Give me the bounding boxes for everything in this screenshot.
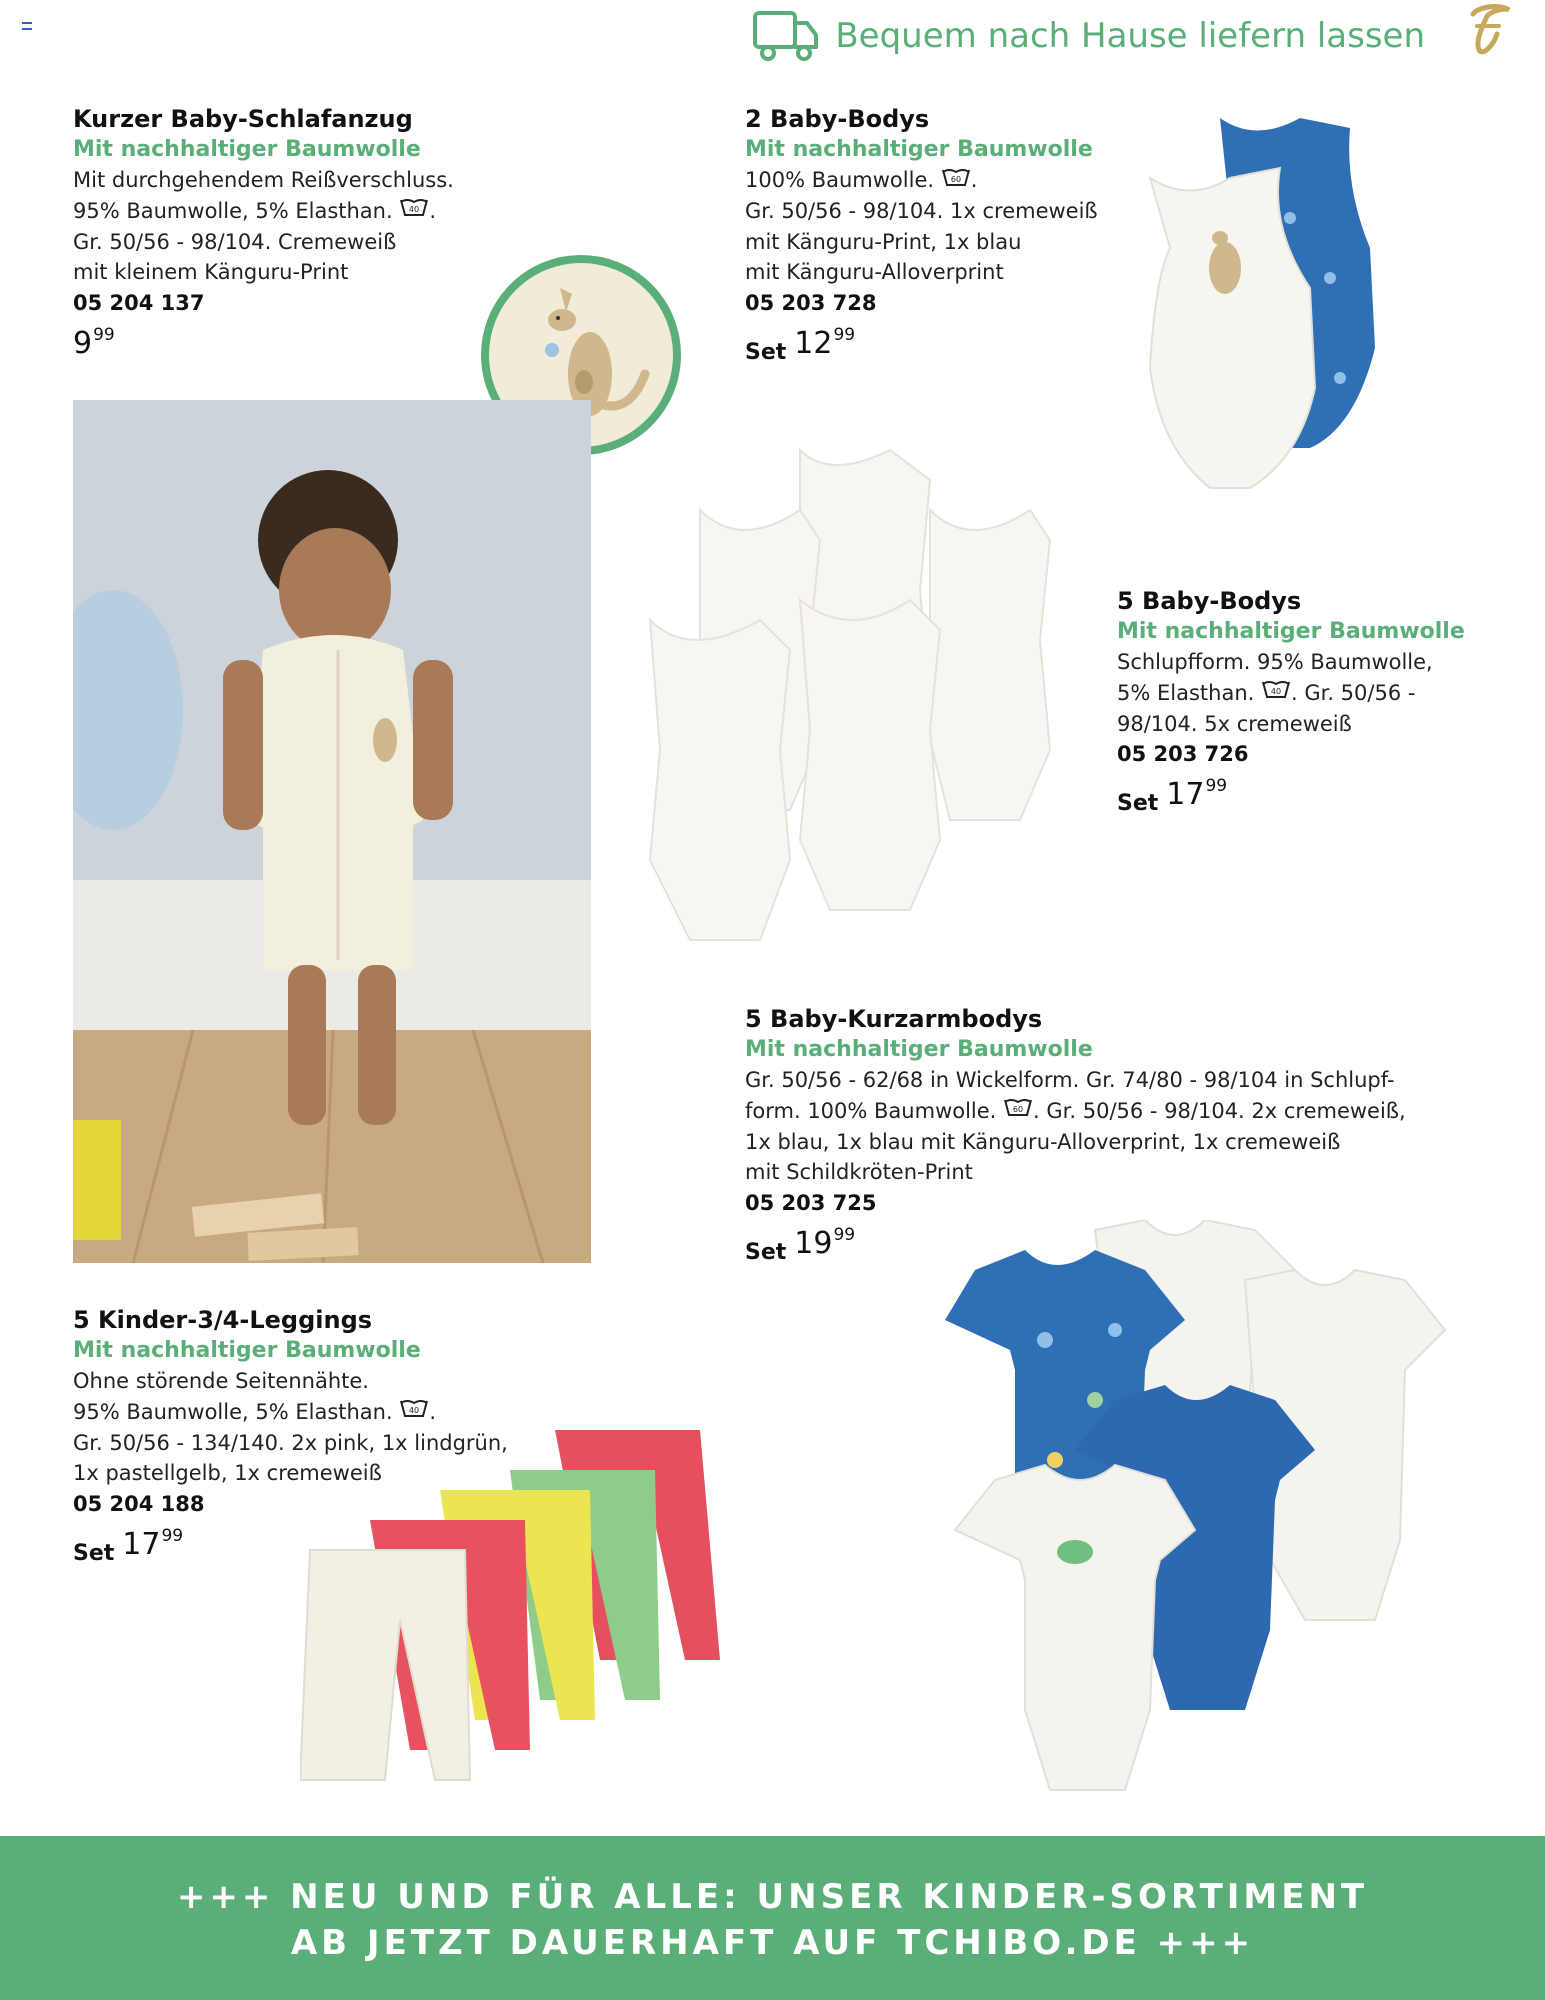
product-title: Kurzer Baby-Schlafanzug xyxy=(73,105,413,133)
product-desc-line: Gr. 50/56 - 62/68 in Wickelform. Gr. 74/80 - 98/104 in Schlupf- xyxy=(745,1068,1395,1092)
product-desc-line: mit Schildkröten-Print xyxy=(745,1160,973,1185)
article-number: 05 204 137 xyxy=(73,290,205,315)
product-desc-line: Mit durchgehendem Reißverschluss. xyxy=(73,168,454,192)
product-title: 5 Kinder-3/4-Leggings xyxy=(73,1306,373,1334)
truck-icon xyxy=(753,9,819,63)
product-desc-line: Schlupfform. 95% Baumwolle, xyxy=(1117,650,1433,674)
product-desc-line: Gr. 50/56 - 134/140. 2x pink, 1x lindgrün, xyxy=(73,1430,508,1455)
article-number: 05 203 725 xyxy=(745,1190,877,1215)
flag-icon xyxy=(22,22,32,29)
product-desc-line: 1x blau, 1x blau mit Känguru-Alloverprint, 1x cremeweiß xyxy=(745,1129,1341,1154)
short-sleeve-bodys-image xyxy=(945,1220,1455,1800)
price-euro: 9 xyxy=(73,325,93,361)
article-number: 05 203 726 xyxy=(1117,742,1249,767)
price-set-label: Set xyxy=(745,1239,787,1265)
product-desc-line: mit kleinem Känguru-Print xyxy=(73,260,349,285)
wash-40-icon xyxy=(1261,678,1291,709)
product-title: 2 Baby-Bodys xyxy=(745,105,930,133)
delivery-label: Bequem nach Hause liefern lassen xyxy=(835,16,1425,56)
two-bodys-image xyxy=(1130,108,1400,498)
wash-60-icon xyxy=(941,166,971,197)
price-cent: 99 xyxy=(93,324,115,345)
leggings-image xyxy=(300,1430,730,1790)
svg-text:40: 40 xyxy=(409,1406,420,1416)
banner-line-2: AB JETZT DAUERHAFT AUF TCHIBO.DE +++ xyxy=(290,1923,1255,1963)
svg-text:40: 40 xyxy=(1270,687,1282,697)
promo-banner[interactable] xyxy=(0,1836,1545,2000)
tchibo-logo-icon xyxy=(1457,0,1517,60)
price-set-label: Set xyxy=(1117,791,1159,817)
price-cent: 99 xyxy=(833,324,856,345)
price-euro: 17 xyxy=(1166,777,1205,813)
product-subtitle: Mit nachhaltiger Baumwolle xyxy=(73,1338,421,1363)
baby-photo xyxy=(73,400,591,1263)
five-bodys-image xyxy=(630,440,1080,960)
product-desc-line: 95% Baumwolle, 5% Elasthan. 40 . xyxy=(73,196,693,227)
price-set-label: Set xyxy=(745,339,787,365)
price-euro: 12 xyxy=(794,325,833,361)
delivery-header[interactable] xyxy=(753,8,1425,64)
product-desc-line: 1x pastellgelb, 1x cremeweiß xyxy=(73,1461,382,1486)
product-desc-line: 5% Elasthan. 40 . Gr. 50/56 - xyxy=(1117,678,1517,709)
svg-text:60: 60 xyxy=(1012,1105,1024,1115)
product-subtitle: Mit nachhaltiger Baumwolle xyxy=(745,137,1093,162)
price-euro: 19 xyxy=(794,1225,833,1261)
wash-60-icon xyxy=(1003,1096,1033,1127)
product-desc-line: mit Känguru-Alloverprint xyxy=(745,260,1004,285)
product-desc-line: mit Känguru-Print, 1x blau xyxy=(745,229,1022,254)
price-cent: 99 xyxy=(161,1525,184,1546)
product-desc-line: 98/104. 5x cremeweiß xyxy=(1117,711,1352,736)
svg-text:60: 60 xyxy=(950,174,961,184)
price xyxy=(1117,777,1517,816)
product-5-bodys xyxy=(1117,586,1517,816)
product-desc-line: Gr. 50/56 - 98/104. 1x cremeweiß xyxy=(745,199,1098,224)
product-desc-line: Ohne störende Seitennähte. xyxy=(73,1369,369,1393)
product-subtitle: Mit nachhaltiger Baumwolle xyxy=(745,1037,1093,1062)
banner-line-1: +++ NEU UND FÜR ALLE: UNSER KINDER-SORTIMENT xyxy=(176,1877,1369,1917)
price-euro: 17 xyxy=(122,1526,161,1562)
product-desc-line: 100% Baumwolle. 60 . xyxy=(745,165,1365,196)
product-desc-line: 95% Baumwolle, 5% Elasthan. 40 . xyxy=(73,1397,693,1428)
price-cent: 99 xyxy=(833,1224,856,1245)
product-subtitle: Mit nachhaltiger Baumwolle xyxy=(1117,619,1465,644)
price-cent: 99 xyxy=(1205,776,1228,797)
article-number: 05 203 728 xyxy=(745,290,877,315)
product-subtitle: Mit nachhaltiger Baumwolle xyxy=(73,137,421,162)
article-number: 05 204 188 xyxy=(73,1491,205,1516)
price-set-label: Set xyxy=(73,1540,115,1566)
wash-40-icon xyxy=(399,196,429,227)
product-desc-line: Gr. 50/56 - 98/104. Cremeweiß xyxy=(73,229,397,254)
product-desc-line: form. 100% Baumwolle. 60 . Gr. 50/56 - 98/104. 2x cremeweiß, xyxy=(745,1096,1505,1127)
wash-40-icon xyxy=(399,1397,429,1428)
svg-text:40: 40 xyxy=(409,205,420,215)
product-title: 5 Baby-Bodys xyxy=(1117,587,1302,615)
product-title: 5 Baby-Kurzarmbodys xyxy=(745,1005,1043,1033)
